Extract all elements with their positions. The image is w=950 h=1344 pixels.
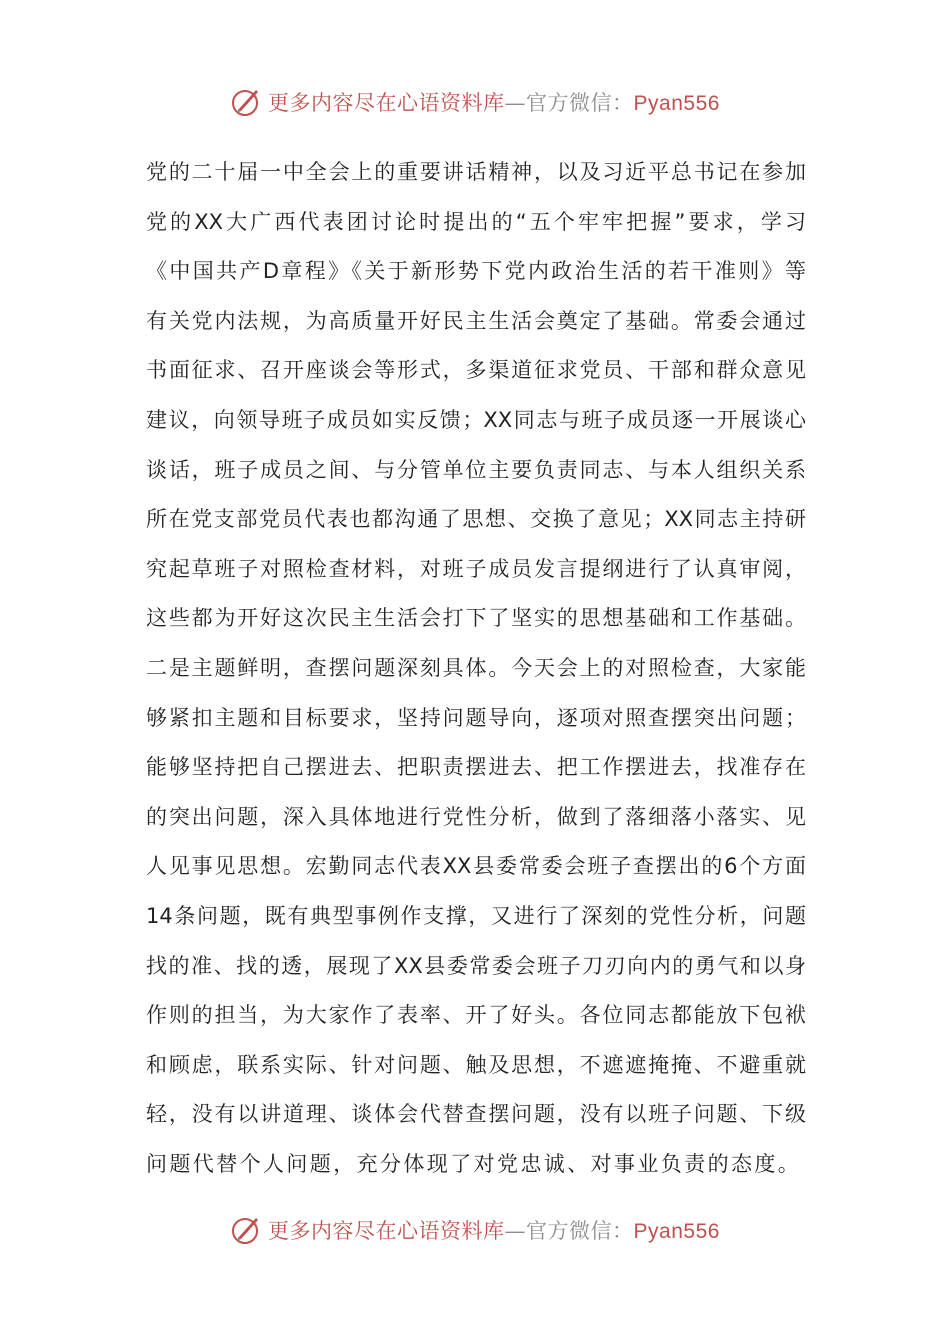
body-line: 的突出问题，深入具体地进行党性分析，做到了落细落小落实、见	[146, 804, 806, 829]
quill-logo-icon	[230, 86, 262, 118]
body-line: 有关党内法规，为高质量开好民主生活会奠定了基础。常委会通过	[146, 308, 806, 333]
body-line: 所在党支部党员代表也都沟通了思想、交换了意见；XX同志主持研	[146, 507, 806, 532]
body-line: 这些都为开好这次民主生活会打下了坚实的思想基础和工作基础。	[146, 606, 806, 631]
body-line: 找的准、找的透，展现了XX县委常委会班子刀刃向内的勇气和以身	[146, 953, 806, 978]
body-line: 够紧扣主题和目标要求，坚持问题导向，逐项对照查摆突出问题；	[146, 705, 806, 730]
watermark-id: Pyan556	[633, 92, 720, 115]
body-line: 《中国共产D章程》《关于新形势下党内政治生活的若干准则》等	[146, 259, 806, 284]
quill-logo-icon	[230, 1214, 262, 1246]
body-line: 人见事见思想。宏勤同志代表XX县委常委会班子查摆出的6个方面	[146, 854, 806, 879]
body-line: 二是主题鲜明，查摆问题深刻具体。今天会上的对照检查，大家能	[146, 655, 806, 680]
body-line: 轻，没有以讲道理、谈体会代替查摆问题，没有以班子问题、下级	[146, 1102, 806, 1127]
header-watermark	[0, 82, 950, 122]
watermark-label: 官方微信：	[526, 1219, 634, 1243]
watermark-text	[268, 87, 720, 117]
watermark-text	[268, 1215, 720, 1245]
body-line: 作则的担当，为大家作了表率、开了好头。各位同志都能放下包袱	[146, 1003, 806, 1028]
watermark-id: Pyan556	[633, 1220, 720, 1243]
watermark-dash: —	[504, 91, 527, 115]
body-line: 谈话，班子成员之间、与分管单位主要负责同志、与本人组织关系	[146, 457, 806, 482]
body-line-last: 问题代替个人问题，充分体现了对党忠诚、对事业负责的态度。	[146, 1151, 802, 1176]
watermark-label: 官方微信：	[526, 91, 634, 115]
watermark-title: 更多内容尽在心语资料库	[268, 1219, 505, 1243]
footer-watermark	[0, 1210, 950, 1250]
watermark-dash: —	[504, 1219, 527, 1243]
body-line: 究起草班子对照检查材料，对班子成员发言提纲进行了认真审阅，	[146, 556, 806, 581]
watermark-title: 更多内容尽在心语资料库	[268, 91, 505, 115]
body-line: 14条问题，既有典型事例作支撑，又进行了深刻的党性分析，问题	[146, 903, 806, 928]
document-body	[146, 148, 806, 1189]
body-line: 书面征求、召开座谈会等形式，多渠道征求党员、干部和群众意见	[146, 358, 806, 383]
body-line: 党的XX大广西代表团讨论时提出的“五个牢牢把握”要求，学习	[146, 209, 806, 234]
body-line: 党的二十届一中全会上的重要讲话精神，以及习近平总书记在参加	[146, 160, 806, 184]
body-line: 建议，向领导班子成员如实反馈；XX同志与班子成员逐一开展谈心	[146, 407, 806, 432]
body-line: 和顾虑，联系实际、针对问题、触及思想，不遮遮掩掩、不避重就	[146, 1052, 806, 1077]
body-line: 能够坚持把自己摆进去、把职责摆进去、把工作摆进去，找准存在	[146, 755, 806, 780]
